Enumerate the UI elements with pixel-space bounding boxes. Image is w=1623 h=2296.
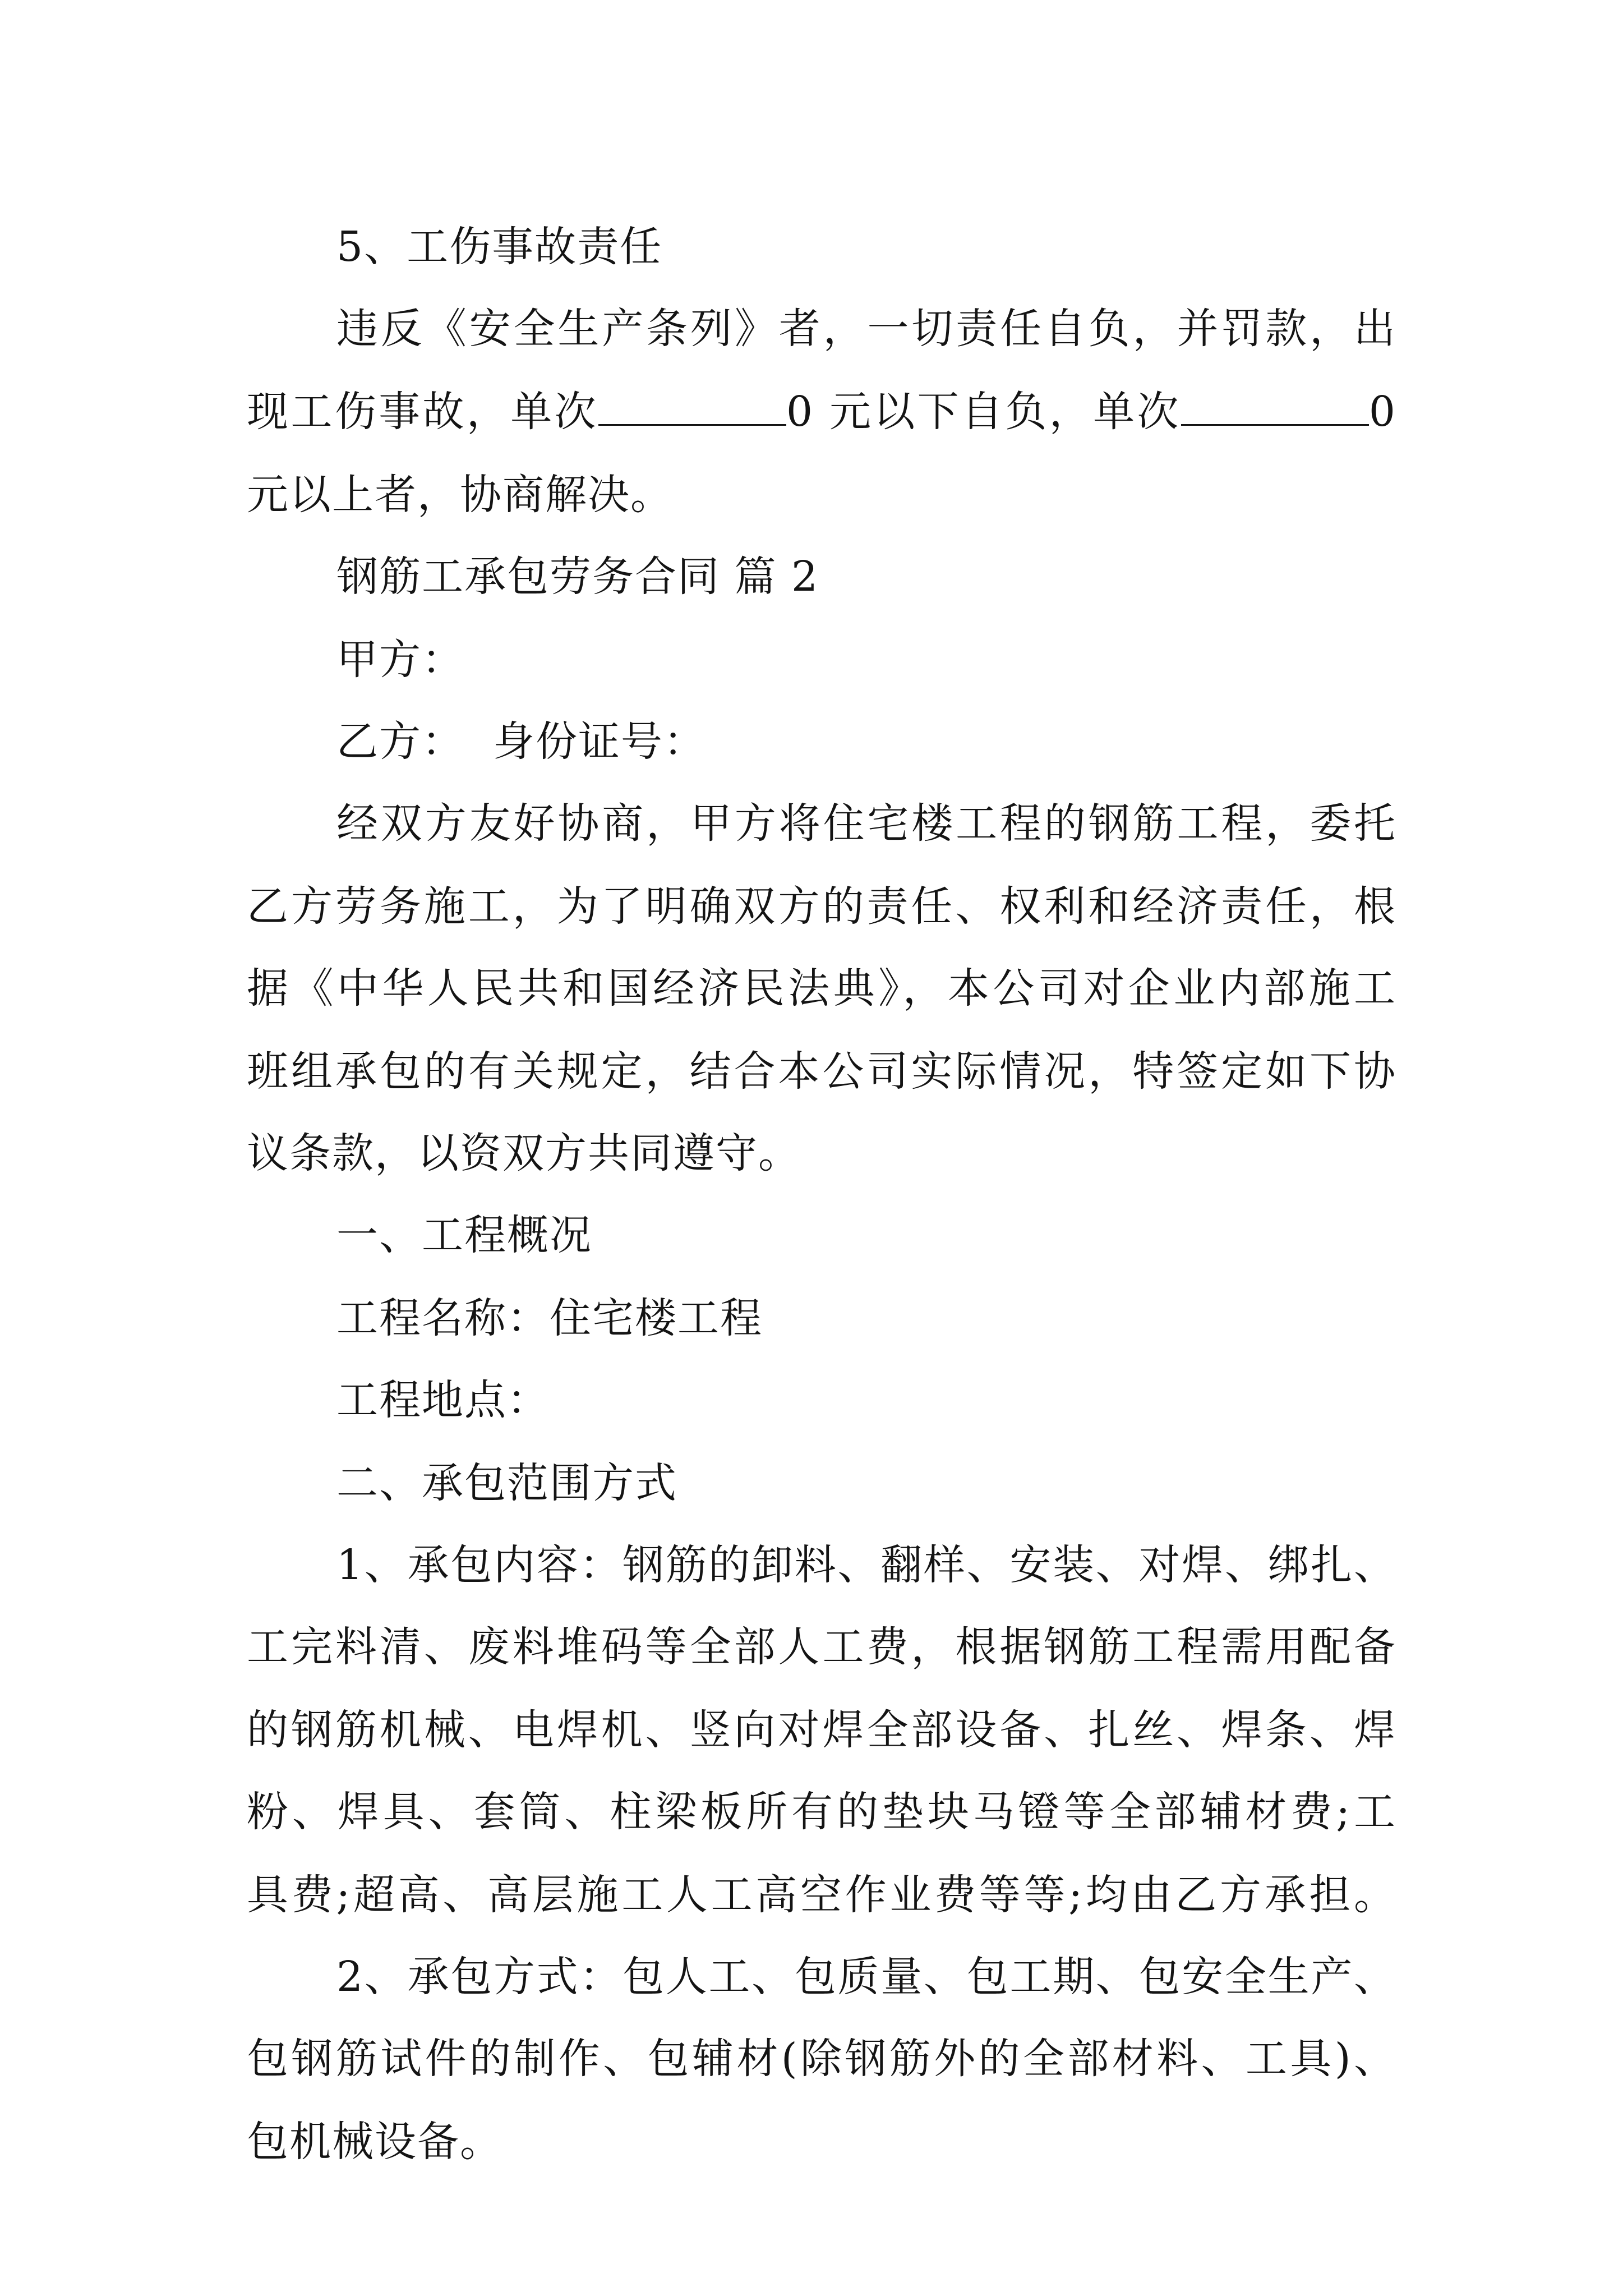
clause-1-line-1: 1、承包内容：钢筋的卸料、翻样、安装、对焊、绑扎、 <box>336 1541 1396 1589</box>
clause-1-line-4: 粉、焊具、套筒、柱梁板所有的垫块马镫等全部辅材费;工 <box>247 1788 1396 1836</box>
intro-line-4: 班组承包的有关规定，结合本公司实际情况，特签定如下协 <box>247 1047 1396 1096</box>
section-2-title: 钢筋工承包劳务合同 篇 2 <box>336 553 819 601</box>
part-1-heading: 一、工程概况 <box>336 1211 592 1259</box>
intro-line-2: 乙方劳务施工，为了明确双方的责任、权利和经济责任，根 <box>247 882 1396 931</box>
amount-blank-1[interactable] <box>598 387 786 426</box>
intro-line-3: 据《中华人民共和国经济民法典》，本公司对企业内部施工 <box>247 964 1396 1013</box>
party-b-label: 乙方： 身份证号： <box>336 717 707 766</box>
item5-heading: 5、工伤事故责任 <box>336 223 663 271</box>
clause-1-line-2: 工完料清、废料堆码等全部人工费，根据钢筋工程需用配备 <box>247 1623 1396 1671</box>
part-2-heading: 二、承包范围方式 <box>336 1459 677 1507</box>
project-location: 工程地点： <box>336 1376 550 1424</box>
party-a-label: 甲方： <box>336 636 464 684</box>
intro-line-5: 议条款，以资双方共同遵守。 <box>247 1129 801 1177</box>
intro-line-1: 经双方友好协商，甲方将住宅楼工程的钢筋工程，委托 <box>336 799 1396 848</box>
project-name: 工程名称：住宅楼工程 <box>336 1294 763 1342</box>
item5-body-line-3: 元以上者，协商解决。 <box>247 471 673 519</box>
item5-body-line-2-part-c: 0 <box>1368 388 1396 436</box>
item5-body-line-2 <box>247 385 1396 439</box>
item5-body-line-1: 违反《安全生产条列》者，一切责任自负，并罚款，出 <box>336 305 1396 353</box>
item5-body-line-2-part-a: 现工伤事故，单次 <box>247 388 598 436</box>
amount-blank-2[interactable] <box>1181 387 1369 426</box>
item5-body-line-2-part-b: 0 元以下自负，单次 <box>786 388 1181 436</box>
clause-2-line-3: 包机械设备。 <box>247 2118 502 2166</box>
clause-2-line-1: 2、承包方式：包人工、包质量、包工期、包安全生产、 <box>336 1953 1396 2001</box>
clause-1-line-3: 的钢筋机械、电焊机、竖向对焊全部设备、扎丝、焊条、焊 <box>247 1706 1396 1754</box>
clause-1-line-5: 具费;超高、高层施工人工高空作业费等等;均由乙方承担。 <box>247 1871 1396 1919</box>
clause-2-line-2: 包钢筋试件的制作、包辅材(除钢筋外的全部材料、工具)、 <box>247 2035 1396 2083</box>
